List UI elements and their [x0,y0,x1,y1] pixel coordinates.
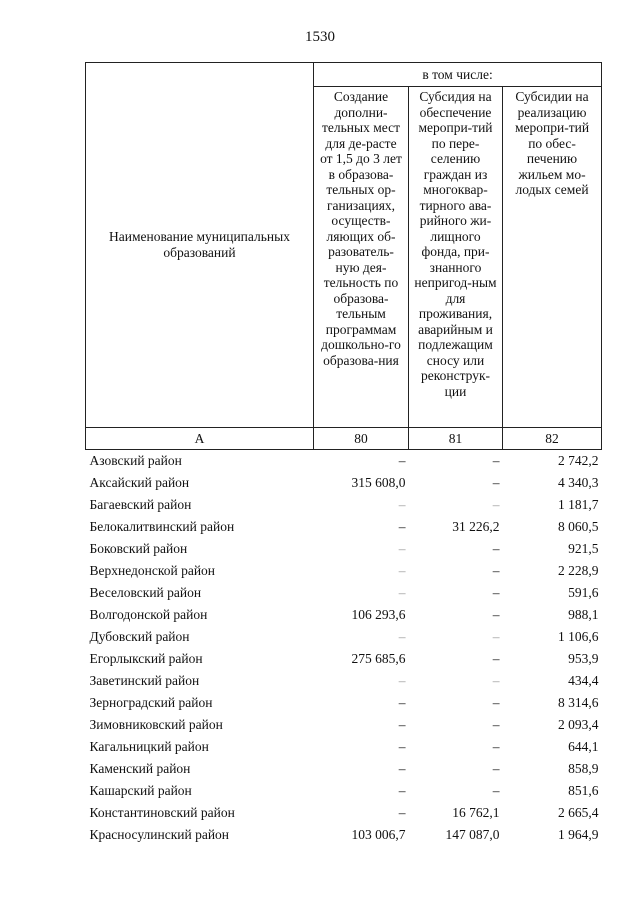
region-name: Волгодонской район [89,607,208,622]
region-name: Зимовниковский район [89,717,223,732]
region-name: Каменский район [89,761,191,776]
index-label-82: 82 [503,428,602,450]
value-col-81: – [492,651,500,666]
value-col-81: – [492,563,500,578]
value-col-82: 2 093,4 [558,717,599,732]
value-col-80: – [398,783,406,798]
region-name: Зерноградский район [89,695,213,710]
value-col-80: – [398,717,406,732]
table-row [86,582,602,604]
value-col-81: – [492,739,500,754]
value-col-81: – [492,717,500,732]
including-header: в том числе: [314,63,602,87]
value-col-82: 644,1 [568,739,599,754]
column-header-82: Субсидии на реализацию меропри-тий по обес-печению жильем мо-лодых семей [503,87,602,428]
value-col-82: 1 964,9 [558,827,599,842]
region-name: Боковский район [89,541,188,556]
index-label-81: 81 [409,428,503,450]
table-row [86,736,602,758]
value-col-81: – [492,541,500,556]
value-col-81: – [492,497,500,512]
table-row [86,450,602,473]
value-col-80: – [398,497,406,512]
table-row [86,758,602,780]
value-col-82: 8 314,6 [558,695,599,710]
region-name: Константиновский район [89,805,235,820]
region-name: Кашарский район [89,783,192,798]
value-col-80: – [398,695,406,710]
region-name: Белокалитвинский район [89,519,235,534]
value-col-80: – [398,761,406,776]
value-col-80: 106 293,6 [351,607,406,622]
region-name: Багаевский район [89,497,192,512]
value-col-82: 2 228,9 [558,563,599,578]
value-col-82: 1 181,7 [558,497,599,512]
value-col-82: 8 060,5 [558,519,599,534]
value-col-80: – [398,585,406,600]
value-col-81: – [492,629,500,644]
value-col-81: – [492,783,500,798]
value-col-81: 31 226,2 [452,519,500,534]
column-header-80: Создание дополни-тельных мест для де-расте от 1,5 до 3 лет в образова-тельных ор-ганизациях, осуществ-ляющих об-разователь-ную дея-тельность по образова-тельным программам дошкольно-го образова-ния [314,87,409,428]
region-name: Дубовский район [89,629,190,644]
value-col-81: – [492,695,500,710]
value-col-81: 16 762,1 [452,805,500,820]
table-row [86,802,602,824]
value-col-80: – [398,563,406,578]
region-name: Веселовский район [89,585,202,600]
table-row [86,780,602,802]
table-row [86,604,602,626]
table-row [86,494,602,516]
table-row [86,516,602,538]
value-col-81: 147 087,0 [445,827,500,842]
value-col-80: 103 006,7 [351,827,406,842]
value-col-81: – [492,453,500,468]
value-col-80: – [398,453,406,468]
value-col-82: 2 665,4 [558,805,599,820]
table-row [86,560,602,582]
value-col-80: – [398,739,406,754]
region-name: Красносулинский район [89,827,230,842]
table-row [86,692,602,714]
table-header [86,63,602,450]
value-col-82: 2 742,2 [558,453,599,468]
table-row [86,648,602,670]
table-row [86,538,602,560]
value-col-80: – [398,519,406,534]
budget-table [85,62,602,846]
value-col-82: 953,9 [568,651,599,666]
value-col-81: – [492,673,500,688]
value-col-82: 921,5 [568,541,599,556]
table-row [86,670,602,692]
column-header-name: Наименование муниципальных образований [86,63,314,428]
value-col-81: – [492,761,500,776]
region-name: Кагальницкий район [89,739,209,754]
value-col-80: – [398,673,406,688]
value-col-80: 275 685,6 [351,651,406,666]
table-row [86,824,602,846]
value-col-80: – [398,541,406,556]
table-row [86,472,602,494]
table-body [86,450,602,847]
region-name: Егорлыкский район [89,651,203,666]
region-name: Аксайский район [89,475,190,490]
value-col-81: – [492,475,500,490]
value-col-82: 858,9 [568,761,599,776]
column-header-81: Субсидия на обеспечение меропри-тий по пере-селению граждан из многоквар-тирного ава-рийного жи-лищного фонда, при-знанного непригод-ным для проживания, аварийным и подлежащим сносу или реконструк-ции [409,87,503,428]
value-col-82: 988,1 [568,607,599,622]
value-col-82: 1 106,6 [558,629,599,644]
region-name: Азовский район [89,453,182,468]
value-col-80: 315 608,0 [351,475,406,490]
page-number: 1530 [305,29,335,45]
value-col-80: – [398,629,406,644]
region-name: Верхнедонской район [89,563,216,578]
index-label-a: А [86,428,314,450]
table-row [86,714,602,736]
table-row [86,626,602,648]
region-name: Заветинский район [89,673,200,688]
value-col-82: 4 340,3 [558,475,599,490]
index-label-80: 80 [314,428,409,450]
value-col-82: 591,6 [568,585,599,600]
value-col-82: 851,6 [568,783,599,798]
value-col-82: 434,4 [568,673,599,688]
value-col-80: – [398,805,406,820]
value-col-81: – [492,607,500,622]
value-col-81: – [492,585,500,600]
